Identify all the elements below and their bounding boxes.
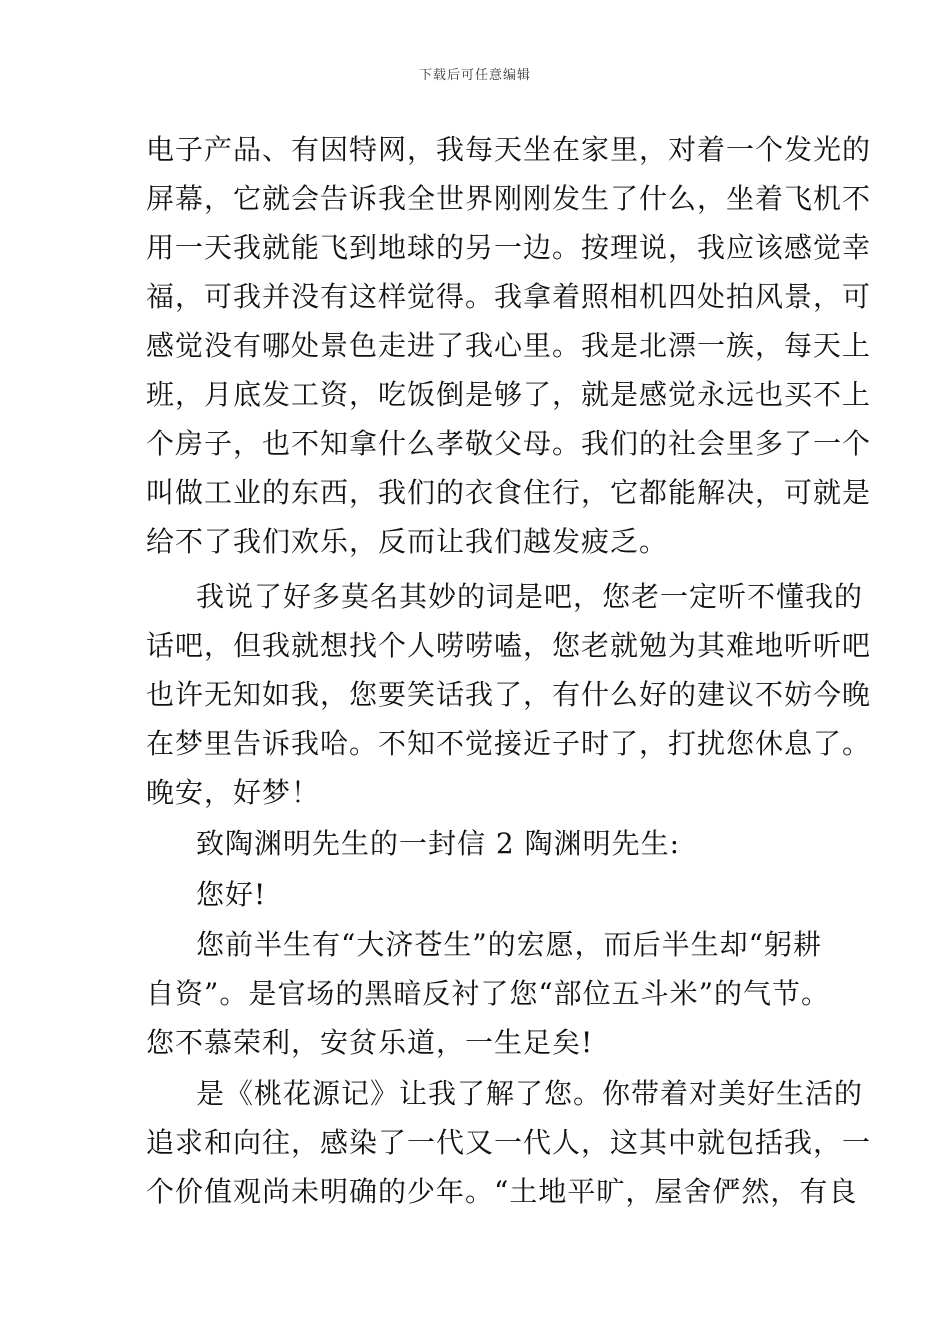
- text-line: 您好!: [196, 878, 267, 911]
- text-line: 是《桃花源记》让我了解了您。你带着对美好生活的: [196, 1077, 864, 1110]
- text-line: 也许无知如我，您要笑话我了，有什么好的建议不妨今晚: [146, 678, 872, 711]
- text-line: 电子产品、有因特网，我每天坐在家里，对着一个发光的: [146, 133, 872, 166]
- text-line: 屏幕，它就会告诉我全世界刚刚发生了什么，坐着飞机不: [146, 182, 872, 215]
- text-line: 您前半生有“大济苍生”的宏愿，而后半生却“躬耕: [196, 928, 822, 961]
- text-line: 追求和向往，感染了一代又一代人，这其中就包括我，一: [146, 1126, 872, 1159]
- text-line: 个房子，也不知拿什么孝敬父母。我们的社会里多了一个: [146, 427, 872, 460]
- text-line: 晚安，好梦！: [146, 776, 321, 809]
- text-line: 我说了好多莫名其妙的词是吧，您老一定听不懂我的: [196, 580, 864, 613]
- text-line: 福，可我并没有这样觉得。我拿着照相机四处拍风景，可: [146, 280, 872, 313]
- text-line: 班，月底发工资，吃饭倒是够了，就是感觉永远也买不上: [146, 378, 872, 411]
- text-line: 叫做工业的东西，我们的衣食住行，它都能解决，可就是: [146, 476, 872, 509]
- text-line: 致陶渊明先生的一封信 2 陶渊明先生:: [196, 827, 681, 860]
- text-line: 自资”。是官场的黑暗反衬了您“部位五斗米”的气节。: [146, 977, 830, 1010]
- text-line: 个价值观尚未明确的少年。“土地平旷，屋舍俨然，有良: [146, 1175, 858, 1208]
- text-line: 话吧，但我就想找个人唠唠嗑，您老就勉为其难地听听吧: [146, 629, 872, 662]
- text-line: 用一天我就能飞到地球的另一边。按理说，我应该感觉幸: [146, 231, 872, 264]
- text-line: 感觉没有哪处景色走进了我心里。我是北漂一族，每天上: [146, 329, 872, 362]
- text-line: 您不慕荣利，安贫乐道，一生足矣!: [146, 1026, 594, 1059]
- text-line: 在梦里告诉我哈。不知不觉接近子时了，打扰您休息了。: [146, 727, 872, 760]
- text-line: 给不了我们欢乐，反而让我们越发疲乏。: [146, 525, 669, 558]
- page-header: 下载后可任意编辑: [418, 68, 531, 83]
